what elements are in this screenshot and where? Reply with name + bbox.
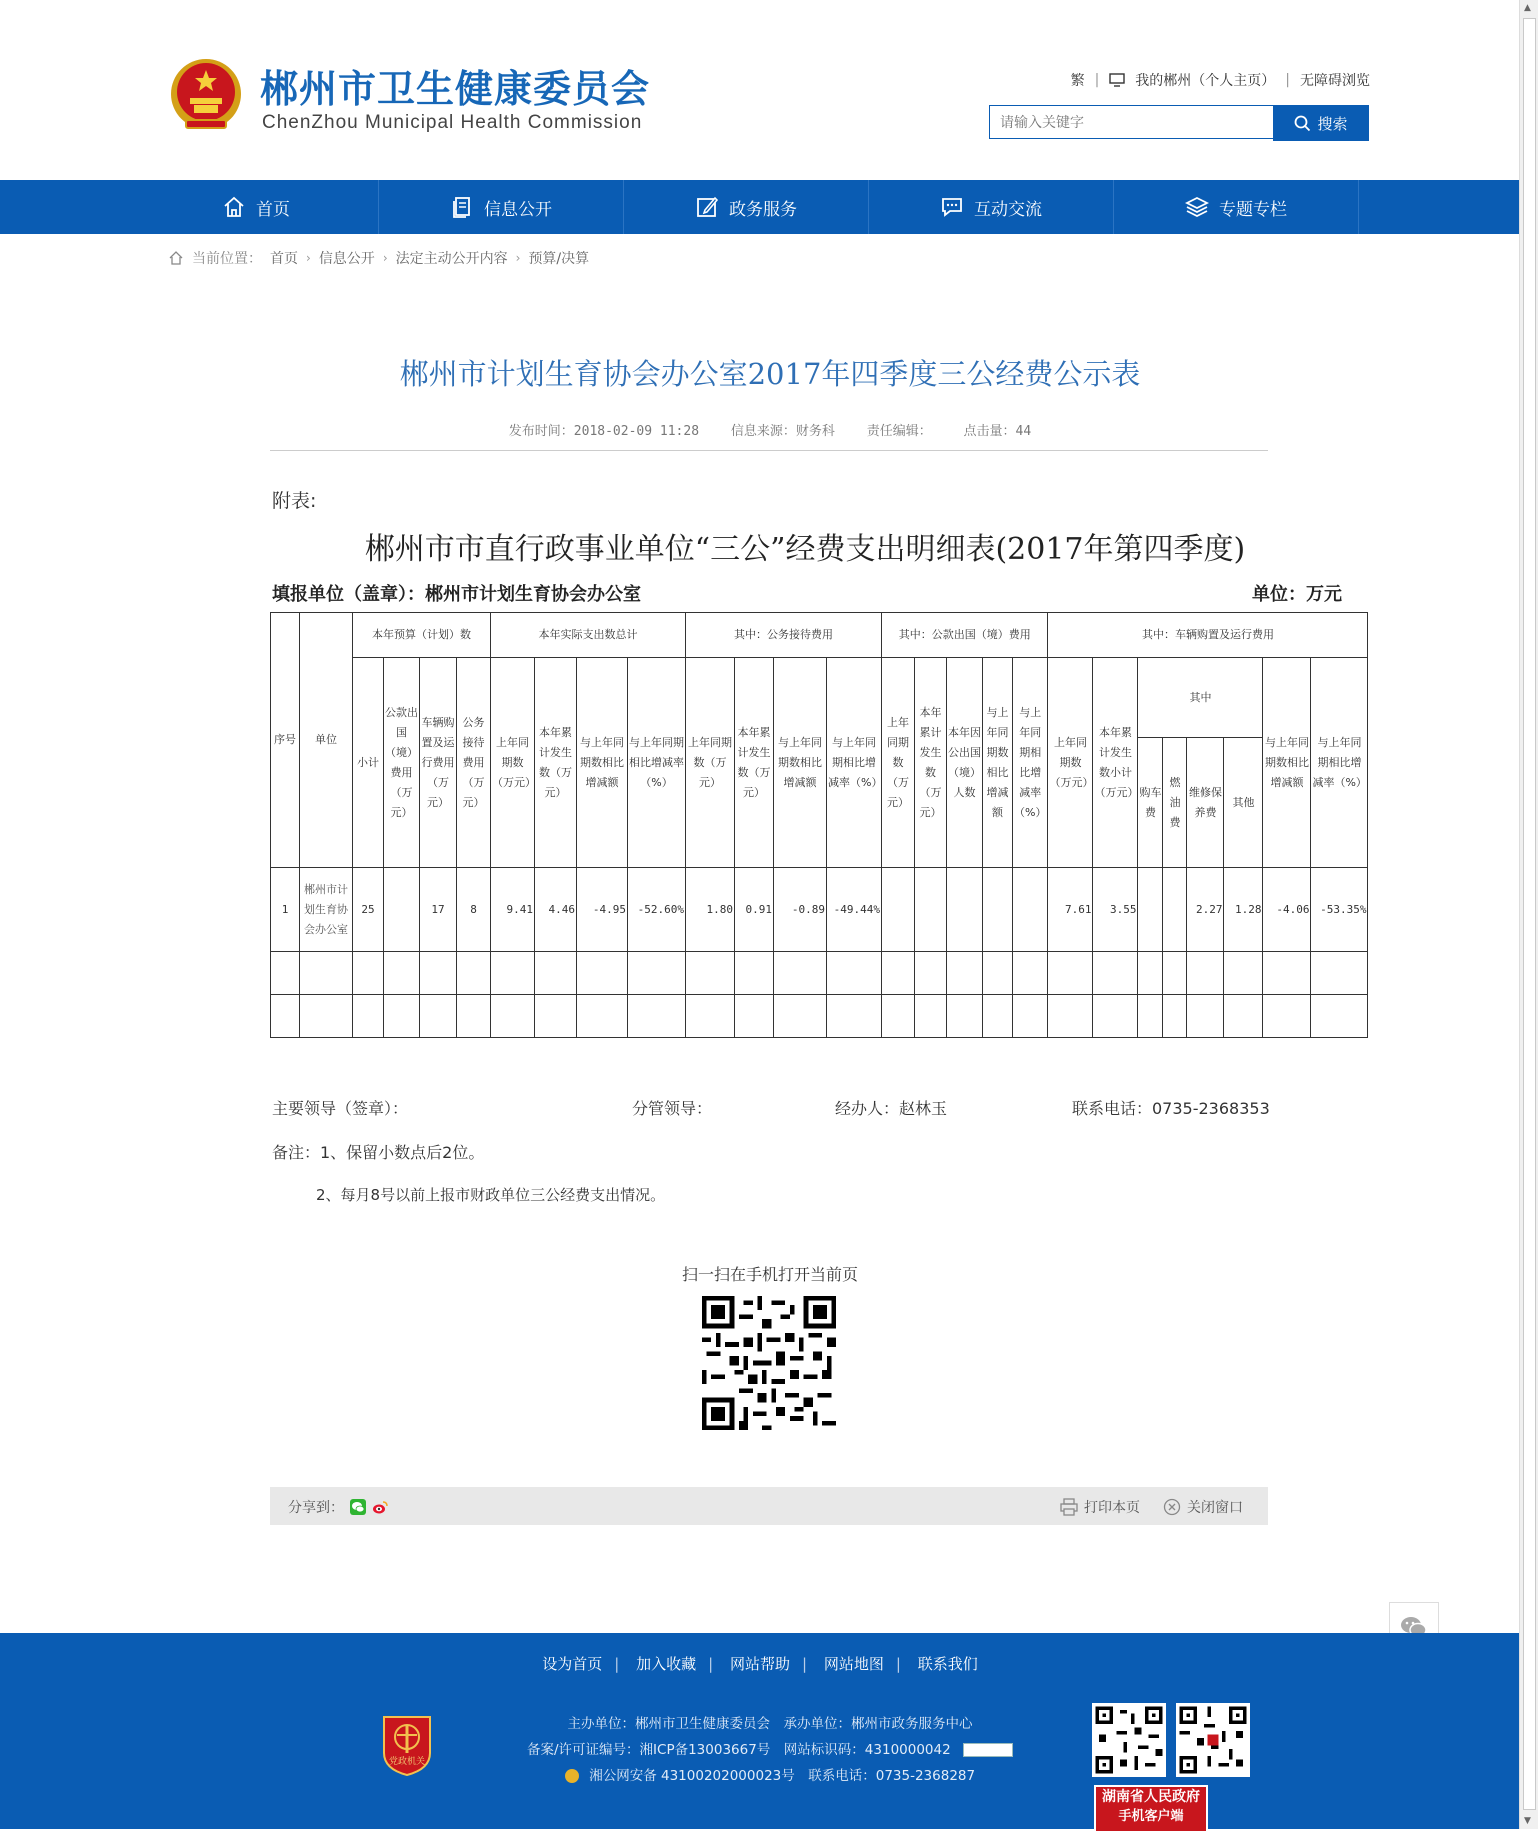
group-budget: 本年预算（计划）数 bbox=[353, 613, 491, 658]
my-chenzhou-link[interactable]: 我的郴州（个人主页） bbox=[1135, 73, 1276, 89]
editor: 责任编辑： bbox=[866, 424, 932, 439]
cell: 2.27 bbox=[1187, 868, 1224, 952]
col-unit: 单位 bbox=[300, 613, 353, 868]
table-title: 郴州市市直行政事业单位“三公”经费支出明细表(2017年第四季度) bbox=[364, 532, 1246, 567]
col-header: 与上年同期相比增减率（%） bbox=[1013, 658, 1048, 868]
footer-sponsor: 主办单位：郴州市卫生健康委员会 承办单位：郴州市政务服务中心 bbox=[567, 1716, 973, 1732]
cell: 0.91 bbox=[735, 868, 774, 952]
col-header: 购车费 bbox=[1138, 738, 1163, 868]
weibo-icon[interactable] bbox=[372, 1499, 388, 1515]
group-actual: 本年实际支出数总计 bbox=[491, 613, 686, 658]
cell bbox=[947, 868, 983, 952]
col-header: 与上年同期相比增减率（%） bbox=[1311, 658, 1368, 868]
cell: 25 bbox=[353, 868, 384, 952]
footer-link-set-home[interactable]: 设为首页 bbox=[542, 1655, 603, 1673]
col-header: 公务接待费用（万元） bbox=[457, 658, 491, 868]
col-header: 维修保养费 bbox=[1187, 738, 1224, 868]
group-abroad: 其中：公款出国（境）费用 bbox=[882, 613, 1048, 658]
main-nav bbox=[0, 180, 1520, 234]
home-icon bbox=[222, 195, 246, 219]
cell: -0.89 bbox=[774, 868, 827, 952]
col-header: 上年同期数（万元） bbox=[686, 658, 735, 868]
chevron-right-icon: › bbox=[515, 251, 521, 265]
document-icon bbox=[450, 195, 474, 219]
footer-police-text: 湘公网安备 43100202000023号 联系电话：0735-2368287 bbox=[589, 1768, 976, 1784]
col-header: 燃油费 bbox=[1163, 738, 1187, 868]
home-icon bbox=[168, 250, 184, 266]
wechat-icon[interactable] bbox=[350, 1499, 366, 1515]
article-meta bbox=[270, 420, 1270, 439]
separator: | bbox=[1094, 72, 1100, 88]
nav-label: 互动交流 bbox=[974, 199, 1042, 220]
close-window-button[interactable] bbox=[1163, 1497, 1243, 1517]
col-header: 其他 bbox=[1224, 738, 1263, 868]
table-row-empty bbox=[271, 995, 1368, 1038]
chevron-right-icon: › bbox=[306, 251, 311, 265]
cell: 3.55 bbox=[1093, 868, 1138, 952]
unit-label: 单位：万元 bbox=[1252, 584, 1342, 605]
note-1: 备注：1、保留小数点后2位。 bbox=[272, 1143, 485, 1162]
group-sub: 其中 bbox=[1138, 658, 1263, 738]
search-button-label: 搜索 bbox=[1317, 114, 1348, 133]
accessibility-link[interactable]: 无障碍浏览 bbox=[1300, 73, 1370, 89]
col-header: 本年累计发生数（万元） bbox=[915, 658, 947, 868]
table-row-empty bbox=[271, 952, 1368, 995]
cell: -53.35% bbox=[1311, 868, 1368, 952]
breadcrumb-item-info-public[interactable]: 信息公开 bbox=[318, 251, 375, 267]
header bbox=[0, 0, 1520, 180]
chevron-right-icon: › bbox=[382, 251, 388, 265]
hunan-gov-app-badge[interactable] bbox=[1094, 1785, 1208, 1833]
cell bbox=[983, 868, 1013, 952]
manager-signature: 分管领导： bbox=[632, 1099, 713, 1118]
col-header: 与上年同期相比增减率（%） bbox=[628, 658, 686, 868]
nav-item-gov-service[interactable] bbox=[624, 180, 869, 234]
col-header: 与上年同期数相比增减额 bbox=[577, 658, 628, 868]
article-title: 郴州市计划生育协会办公室2017年四季度三公经费公示表 bbox=[399, 357, 1141, 391]
table-header-row bbox=[271, 658, 1368, 738]
col-header: 公款出国（境）费用（万元） bbox=[384, 658, 420, 868]
col-header: 本年累计发生数（万元） bbox=[535, 658, 577, 868]
cell: -4.95 bbox=[577, 868, 628, 952]
cell: 9.41 bbox=[491, 868, 535, 952]
nav-label: 专题专栏 bbox=[1219, 199, 1287, 220]
edit-icon bbox=[695, 195, 719, 219]
cell: -4.06 bbox=[1263, 868, 1311, 952]
divider bbox=[270, 450, 1268, 451]
nav-item-interaction[interactable] bbox=[869, 180, 1114, 234]
cell: 1.80 bbox=[686, 868, 735, 952]
footer-link-contact[interactable]: 联系我们 bbox=[917, 1655, 978, 1673]
nav-label: 首页 bbox=[256, 199, 290, 220]
nav-label: 信息公开 bbox=[484, 199, 552, 220]
breadcrumb-item-budget[interactable]: 预算/决算 bbox=[528, 251, 590, 267]
contact-phone: 联系电话：0735-2368353 bbox=[1072, 1099, 1270, 1118]
monitor-icon bbox=[1109, 73, 1125, 87]
share-group bbox=[288, 1497, 388, 1517]
qr-label: 扫一扫在手机打开当前页 bbox=[681, 1265, 858, 1284]
fill-unit: 填报单位（盖章）：郴州市计划生育协会办公室 bbox=[272, 584, 641, 605]
police-badge-icon bbox=[565, 1769, 579, 1783]
footer-link-favorite[interactable]: 加入收藏 bbox=[636, 1655, 697, 1673]
traditional-chinese-link[interactable]: 繁 bbox=[1070, 73, 1085, 89]
nav-item-special-topics[interactable] bbox=[1114, 180, 1359, 234]
cell bbox=[882, 868, 915, 952]
cell: 7.61 bbox=[1048, 868, 1093, 952]
cell: 1 bbox=[271, 868, 300, 952]
cell bbox=[1138, 868, 1163, 952]
national-emblem-icon bbox=[168, 56, 244, 134]
nav-item-info-public[interactable] bbox=[379, 180, 624, 234]
info-source: 信息来源：财务科 bbox=[730, 424, 835, 439]
search-button[interactable] bbox=[1273, 105, 1369, 141]
cell bbox=[384, 868, 420, 952]
footer-info bbox=[500, 1711, 1040, 1789]
footer-links: 设为首页 | 加入收藏 | 网站帮助 | 网站地图 | 联系我们 bbox=[542, 1655, 978, 1673]
party-gov-badge[interactable] bbox=[380, 1713, 434, 1777]
footer bbox=[0, 1633, 1520, 1829]
col-seq: 序号 bbox=[271, 613, 300, 868]
expense-table bbox=[270, 612, 1368, 1038]
search-icon bbox=[1294, 115, 1311, 132]
search-box bbox=[989, 105, 1369, 141]
print-button[interactable] bbox=[1060, 1497, 1140, 1517]
group-vehicle: 其中：车辆购置及运行费用 bbox=[1048, 613, 1368, 658]
breadcrumb-prefix: 当前位置： bbox=[192, 251, 262, 267]
cnzz-badge-icon[interactable] bbox=[963, 1743, 1013, 1757]
close-label: 关闭窗口 bbox=[1187, 1500, 1243, 1516]
col-header: 本年累计发生数小计（万元） bbox=[1093, 658, 1138, 868]
close-icon bbox=[1163, 1498, 1181, 1516]
cell bbox=[1163, 868, 1187, 952]
cell: -49.44% bbox=[827, 868, 882, 952]
cell: 4.46 bbox=[535, 868, 577, 952]
cell: -52.60% bbox=[628, 868, 686, 952]
cell: 17 bbox=[420, 868, 457, 952]
table-header-row bbox=[271, 613, 1368, 658]
footer-link-sitemap[interactable]: 网站地图 bbox=[823, 1655, 884, 1673]
page-qr-code bbox=[702, 1296, 836, 1430]
leader-signature: 主要领导（签章）： bbox=[272, 1099, 409, 1118]
footer-icp bbox=[500, 1737, 1040, 1763]
print-label: 打印本页 bbox=[1084, 1500, 1140, 1516]
print-icon bbox=[1060, 1498, 1078, 1516]
attachment-label: 附表: bbox=[272, 490, 317, 512]
col-header: 上年同期数（万元） bbox=[882, 658, 915, 868]
col-header: 车辆购置及运行费用（万元） bbox=[420, 658, 457, 868]
footer-qr-code-2 bbox=[1176, 1703, 1250, 1777]
col-header: 上年同期数（万元） bbox=[1048, 658, 1093, 868]
cell bbox=[1013, 868, 1048, 952]
group-reception: 其中：公务接待费用 bbox=[686, 613, 882, 658]
click-count: 点击量：44 bbox=[963, 424, 1032, 439]
footer-qr-code-1 bbox=[1092, 1703, 1166, 1777]
cell: 8 bbox=[457, 868, 491, 952]
nav-label: 政务服务 bbox=[729, 199, 797, 220]
col-header: 上年同期数（万元） bbox=[491, 658, 535, 868]
nav-item-home[interactable] bbox=[0, 180, 379, 234]
party-gov-badge-icon bbox=[380, 1713, 434, 1777]
top-links bbox=[1071, 70, 1370, 90]
hunan-gov-line2: 手机客户端 bbox=[1118, 1809, 1184, 1824]
col-header: 本年累计发生数（万元） bbox=[735, 658, 774, 868]
scroll-up-icon[interactable]: ▲ bbox=[1524, 3, 1531, 13]
chat-icon bbox=[940, 195, 964, 219]
search-input[interactable] bbox=[989, 105, 1293, 139]
hunan-gov-line1: 湖南省人民政府 bbox=[1102, 1789, 1200, 1805]
cell: 1.28 bbox=[1224, 868, 1263, 952]
footer-link-help[interactable]: 网站帮助 bbox=[729, 1655, 790, 1673]
table-row bbox=[271, 868, 1368, 952]
badge-text: 党政机关 bbox=[388, 1757, 425, 1767]
cell bbox=[915, 868, 947, 952]
footer-police bbox=[500, 1763, 1040, 1789]
cell: 郴州市计划生育协会办公室 bbox=[300, 868, 353, 952]
site-name-en: ChenZhou Municipal Health Commission bbox=[262, 112, 643, 133]
site-name: 郴州市卫生健康委员会 bbox=[260, 67, 651, 111]
footer-icp-text: 备案/许可证编号：湘ICP备13003667号 网站标识码：4310000042 bbox=[527, 1742, 951, 1758]
col-header: 与上年同期相比增减率（%） bbox=[827, 658, 882, 868]
layers-icon bbox=[1185, 195, 1209, 219]
col-header: 小计 bbox=[353, 658, 384, 868]
publish-time: 发布时间：2018-02-09 11:28 bbox=[508, 424, 700, 439]
col-header: 本年因公出国（境）人数 bbox=[947, 658, 983, 868]
share-label: 分享到： bbox=[288, 1500, 344, 1516]
separator: | bbox=[1285, 72, 1290, 88]
col-header: 与上年同期数相比增减额 bbox=[1263, 658, 1311, 868]
vertical-scrollbar[interactable] bbox=[1519, 0, 1538, 1829]
note-2: 2、每月8号以前上报市财政单位三公经费支出情况。 bbox=[316, 1186, 666, 1204]
col-header: 与上年同期数相比增减额 bbox=[774, 658, 827, 868]
breadcrumb bbox=[168, 248, 589, 268]
scrollbar-thumb[interactable] bbox=[1523, 18, 1536, 1810]
breadcrumb-item-statutory[interactable]: 法定主动公开内容 bbox=[395, 251, 508, 267]
handler: 经办人：赵林玉 bbox=[835, 1099, 948, 1118]
breadcrumb-item-home[interactable]: 首页 bbox=[270, 251, 298, 267]
share-bar bbox=[270, 1487, 1268, 1525]
scroll-down-icon[interactable]: ▼ bbox=[1524, 1816, 1531, 1826]
col-header: 与上年同期数相比增减额 bbox=[983, 658, 1013, 868]
